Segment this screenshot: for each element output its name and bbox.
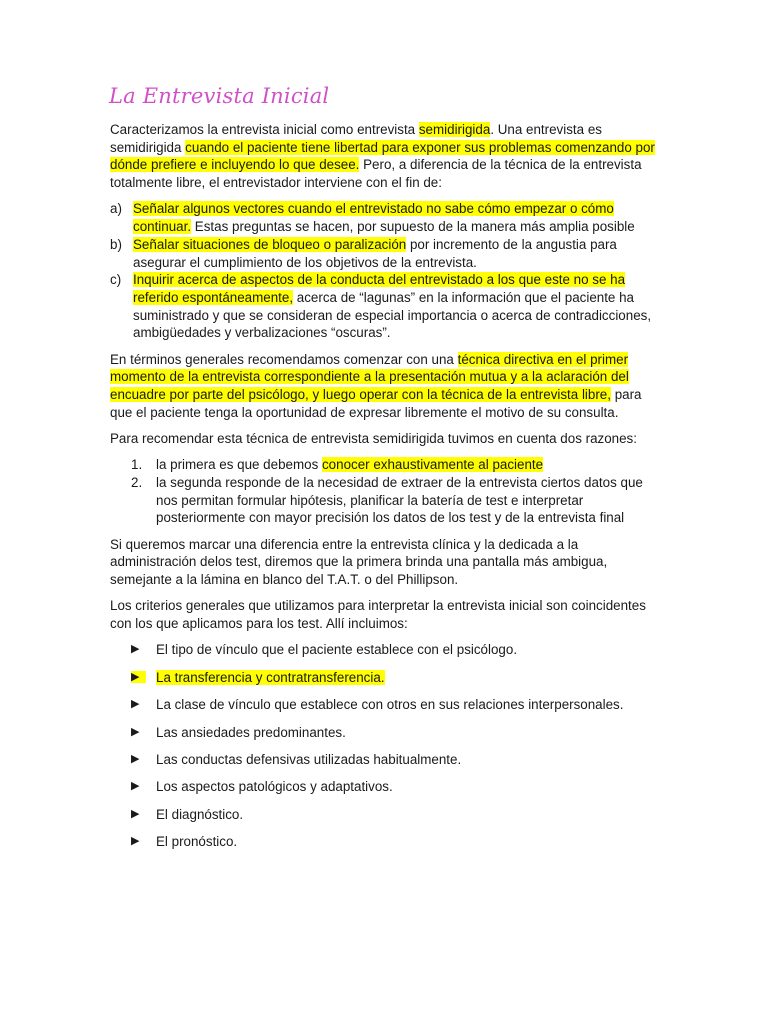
text-run: Estas preguntas se hacen, por supuesto de la manera más amplia posible — [191, 219, 635, 235]
list-item — [110, 778, 662, 805]
criteria-paragraph: Los criterios generales que utilizamos para interpretar la entrevista inicial son coincidentes con los que aplicamos para los test. Allí incluimos: — [110, 598, 646, 632]
technique-paragraph — [110, 351, 662, 422]
reasons-paragraph: Para recomendar esta técnica de entrevista semidirigida tuvimos en cuenta dos razones: — [110, 431, 637, 447]
list-item-text — [133, 271, 662, 342]
list-item-text: El pronóstico. — [156, 834, 238, 850]
lettered-list — [110, 200, 662, 342]
text-run: la primera es que debemos — [156, 457, 322, 473]
list-item — [110, 806, 662, 833]
list-item-text: El diagnóstico. — [156, 806, 244, 822]
list-marker: 1. — [131, 457, 143, 473]
right-triangle-arrow-icon: ▶ — [131, 753, 140, 765]
text-run: Pero, a diferencia de la técnica de la entrevista totalmente libre, el entrevistador interviene con el fin de: — [110, 157, 642, 191]
list-item-text: El tipo de vínculo que el paciente establece con el psicólogo. — [156, 642, 518, 658]
list-item — [110, 456, 662, 474]
criteria-bullet-list — [110, 641, 662, 860]
right-triangle-arrow-icon: ▶ — [131, 807, 140, 820]
list-marker: c) — [110, 272, 122, 288]
document-body — [110, 121, 662, 861]
right-triangle-arrow-icon: ▶ — [131, 698, 140, 711]
text-run: para que el paciente tenga la oportunidad de expresar libremente el motivo de su consulta. — [110, 387, 642, 420]
list-item — [110, 724, 662, 751]
list-item-text: Las conductas defensivas utilizadas habitualmente. — [156, 752, 462, 767]
difference-paragraph: Si queremos marcar una diferencia entre la entrevista clínica y la dedicada a la administración delos test, diremos que la primera brinda una pantalla más ambigua, semejante a la lámina en blanco del T.A.T. o del Phillipson. — [110, 536, 608, 588]
right-triangle-arrow-icon: ▶ — [131, 643, 140, 656]
highlighted-text: cuando el paciente tiene libertad para exponer sus problemas comenzando por dónde prefiere e incluyendo lo que desee. — [110, 139, 655, 173]
highlighted-text: técnica directiva en el primer momento de la entrevista correspondiente a la presentación mutua y a la aclaración del encuadre por parte del psicólogo, y luego operar con la técnica de la entrevista libre, — [110, 351, 629, 403]
list-item-text: Las ansiedades predominantes. — [156, 724, 346, 740]
list-item — [110, 236, 662, 271]
text-run: por incremento de la angustia para asegurar el cumplimiento de los objetivos de la entrevista. — [133, 236, 617, 270]
right-triangle-arrow-icon: ▶ — [131, 670, 146, 683]
right-triangle-arrow-icon: ▶ — [131, 835, 140, 848]
right-triangle-arrow-icon: ▶ — [131, 725, 140, 738]
text-run: Caracterizamos la entrevista inicial como entrevista — [110, 122, 419, 137]
list-item-text — [156, 456, 662, 474]
list-item-text — [133, 236, 662, 271]
highlighted-text: Señalar situaciones de bloqueo o paralización — [133, 236, 407, 252]
text-run: En términos generales recomendamos comenzar con una — [110, 351, 458, 367]
list-item — [110, 751, 662, 778]
right-triangle-arrow-icon: ▶ — [131, 780, 140, 793]
list-marker: 2. — [131, 475, 143, 491]
list-marker: b) — [110, 236, 122, 252]
document-title: La Entrevista Inicial — [109, 84, 330, 108]
highlighted-text: transferencia y contratransferencia. — [174, 669, 385, 685]
list-item — [110, 200, 662, 235]
highlighted-text: La — [156, 669, 175, 685]
list-item-text — [156, 669, 385, 687]
text-run: acerca de “lagunas” en la información que el paciente ha suministrado y que se consideran de especial importancia o acerca de contradicciones, ambigüedades y verbalizaciones “oscuras”. — [133, 289, 652, 341]
list-item — [110, 696, 662, 723]
list-item — [110, 669, 662, 696]
list-item — [110, 641, 662, 668]
list-item — [110, 271, 662, 342]
highlighted-text: Inquirir acerca de aspectos de la conducta del entrevistado a los que este no se ha referido espontáneamente, — [133, 272, 626, 305]
highlighted-text: conocer exhaustivamente al paciente — [321, 457, 544, 473]
highlighted-text: Señalar algunos vectores cuando el entrevistado no sabe cómo empezar o cómo continuar. — [133, 201, 614, 235]
list-item-text: Los aspectos patológicos y adaptativos. — [156, 779, 393, 795]
text-run: . Una entrevista es semidirigida — [110, 122, 602, 155]
list-item-text: La clase de vínculo que establece con otros en sus relaciones interpersonales. — [156, 697, 624, 713]
list-item-text — [133, 200, 662, 235]
list-marker: a) — [110, 201, 122, 217]
numbered-list — [110, 456, 662, 527]
list-item-text: la segunda responde de la necesidad de extraer de la entrevista ciertos datos que nos permitan formular hipótesis, planificar la batería de test e interpretar posteriormente con mayor precisión los datos de los test y de la entrevista final — [156, 475, 643, 526]
list-item — [110, 474, 662, 527]
intro-paragraph — [110, 121, 662, 192]
highlighted-text: semidirigida — [418, 122, 491, 137]
list-item — [110, 833, 662, 860]
